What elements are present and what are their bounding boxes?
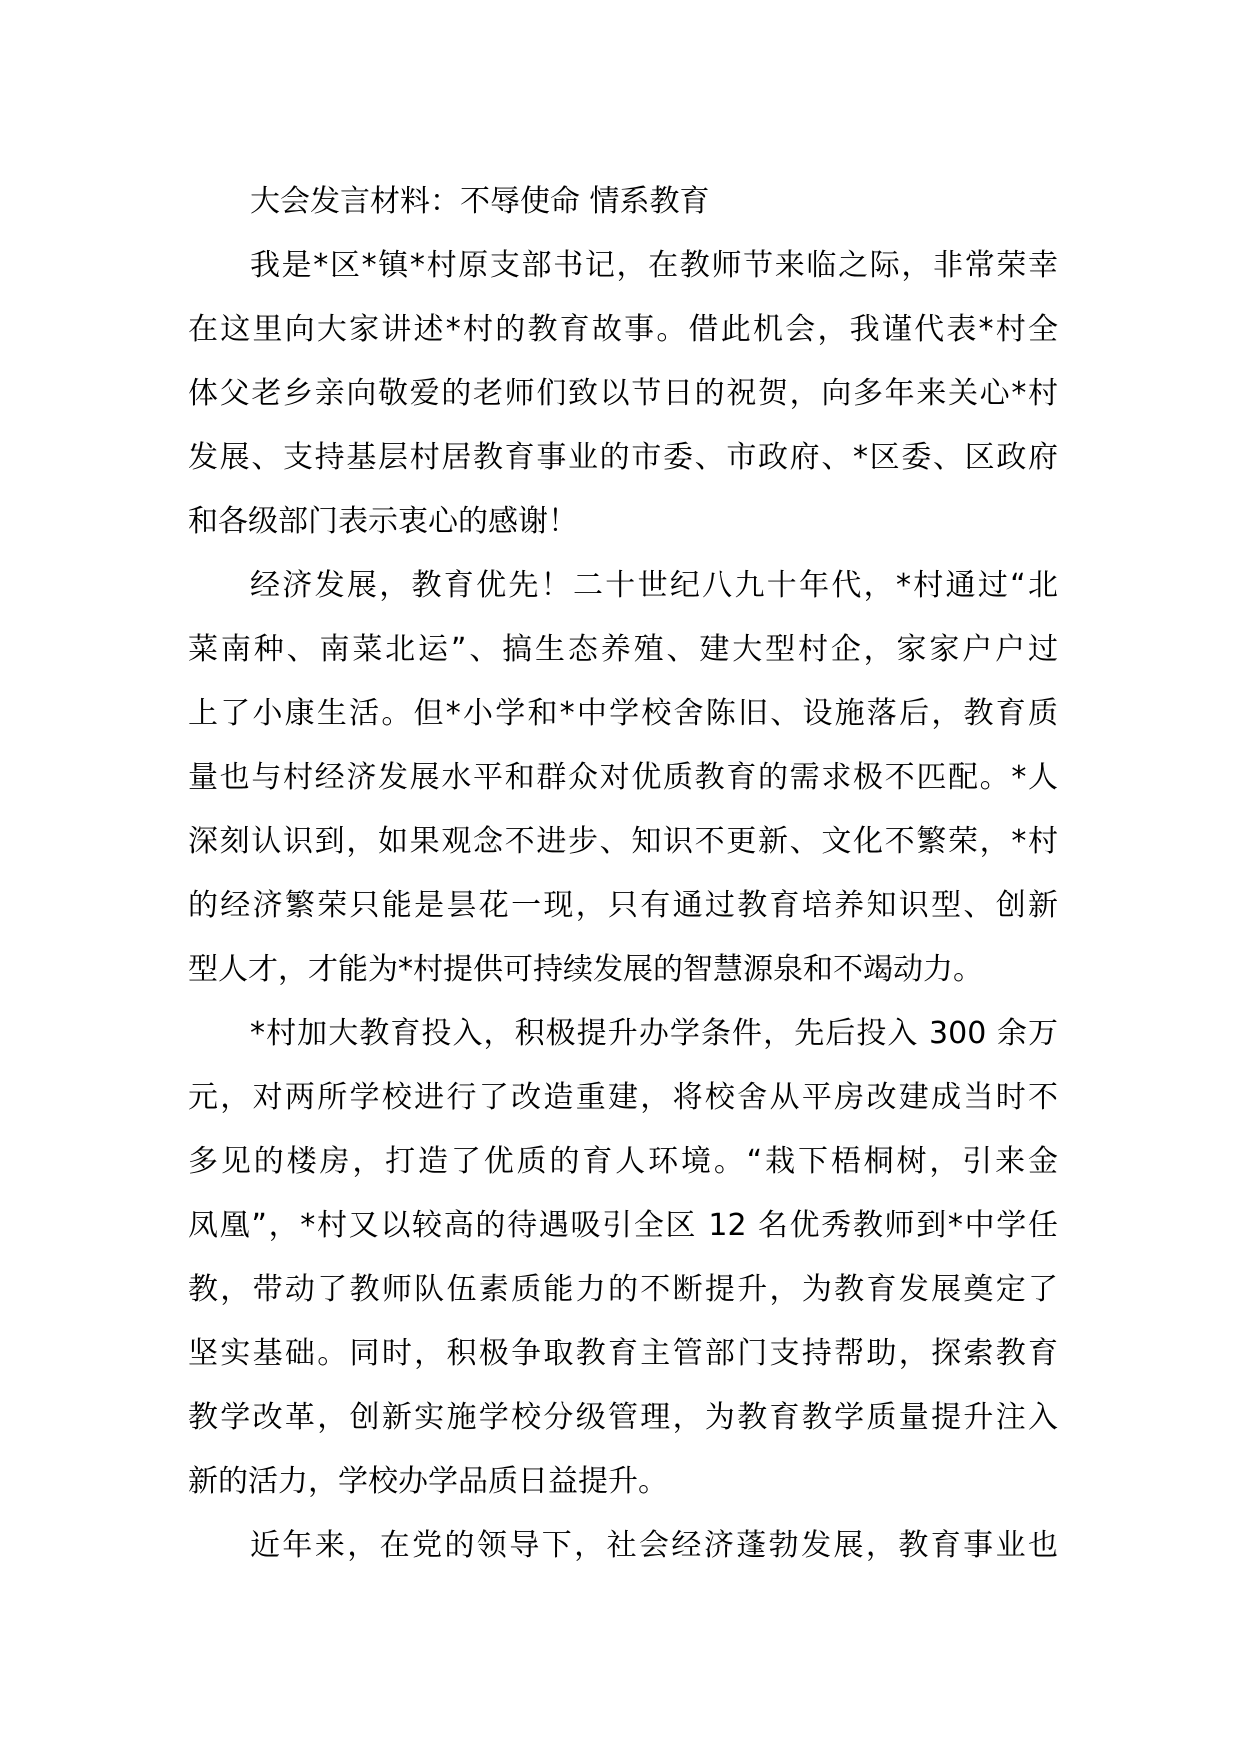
- paragraph-1: [188, 234, 1058, 554]
- paragraph-line: 近年来，在党的领导下，社会经济蓬勃发展，教育事业也: [250, 1528, 1058, 1563]
- paragraph-4: [188, 1514, 1058, 1578]
- paragraph-line: *村加大教育投入，积极提升办学条件，先后投入 300 余万: [250, 1016, 1058, 1051]
- paragraph-line: 发展、支持基层村居教育事业的市委、市政府、*区委、区政府: [188, 440, 1058, 475]
- document-title: 大会发言材料：不辱使命 情系教育: [250, 184, 710, 219]
- paragraph-line: 型人才，才能为*村提供可持续发展的智慧源泉和不竭动力。: [188, 952, 983, 987]
- paragraph-line: 上了小康生活。但*小学和*中学校舍陈旧、设施落后，教育质: [188, 696, 1058, 731]
- paragraph-line: 在这里向大家讲述*村的教育故事。借此机会，我谨代表*村全: [188, 312, 1058, 347]
- paragraph-line: 多见的楼房，打造了优质的育人环境。“栽下梧桐树，引来金: [188, 1144, 1058, 1179]
- paragraph-line: 经济发展，教育优先！二十世纪八九十年代，*村通过“北: [250, 568, 1058, 603]
- document-page: [188, 170, 1058, 1578]
- paragraph-line: 我是*区*镇*村原支部书记，在教师节来临之际，非常荣幸: [250, 248, 1058, 283]
- paragraph-line: 元，对两所学校进行了改造重建，将校舍从平房改建成当时不: [188, 1080, 1058, 1115]
- paragraph-line: 坚实基础。同时，积极争取教育主管部门支持帮助，探索教育: [188, 1336, 1058, 1371]
- paragraph-line: 和各级部门表示衷心的感谢！: [188, 504, 578, 539]
- paragraph-line: 量也与村经济发展水平和群众对优质教育的需求极不匹配。*人: [188, 760, 1058, 795]
- paragraph-line: 教，带动了教师队伍素质能力的不断提升，为教育发展奠定了: [188, 1272, 1058, 1307]
- paragraph-line: 菜南种、南菜北运”、搞生态养殖、建大型村企，家家户户过: [188, 632, 1058, 667]
- paragraph-line: 的经济繁荣只能是昙花一现，只有通过教育培养知识型、创新: [188, 888, 1058, 923]
- paragraph-line: 深刻认识到，如果观念不进步、知识不更新、文化不繁荣，*村: [188, 824, 1058, 859]
- paragraph-line: 凤凰”，*村又以较高的待遇吸引全区 12 名优秀教师到*中学任: [188, 1208, 1058, 1243]
- paragraph-2: [188, 554, 1058, 1002]
- paragraph-3: [188, 1002, 1058, 1514]
- paragraph-line: 教学改革，创新实施学校分级管理，为教育教学质量提升注入: [188, 1400, 1058, 1435]
- paragraph-line: 新的活力，学校办学品质日益提升。: [188, 1464, 668, 1499]
- paragraph-line: 体父老乡亲向敬爱的老师们致以节日的祝贺，向多年来关心*村: [188, 376, 1058, 411]
